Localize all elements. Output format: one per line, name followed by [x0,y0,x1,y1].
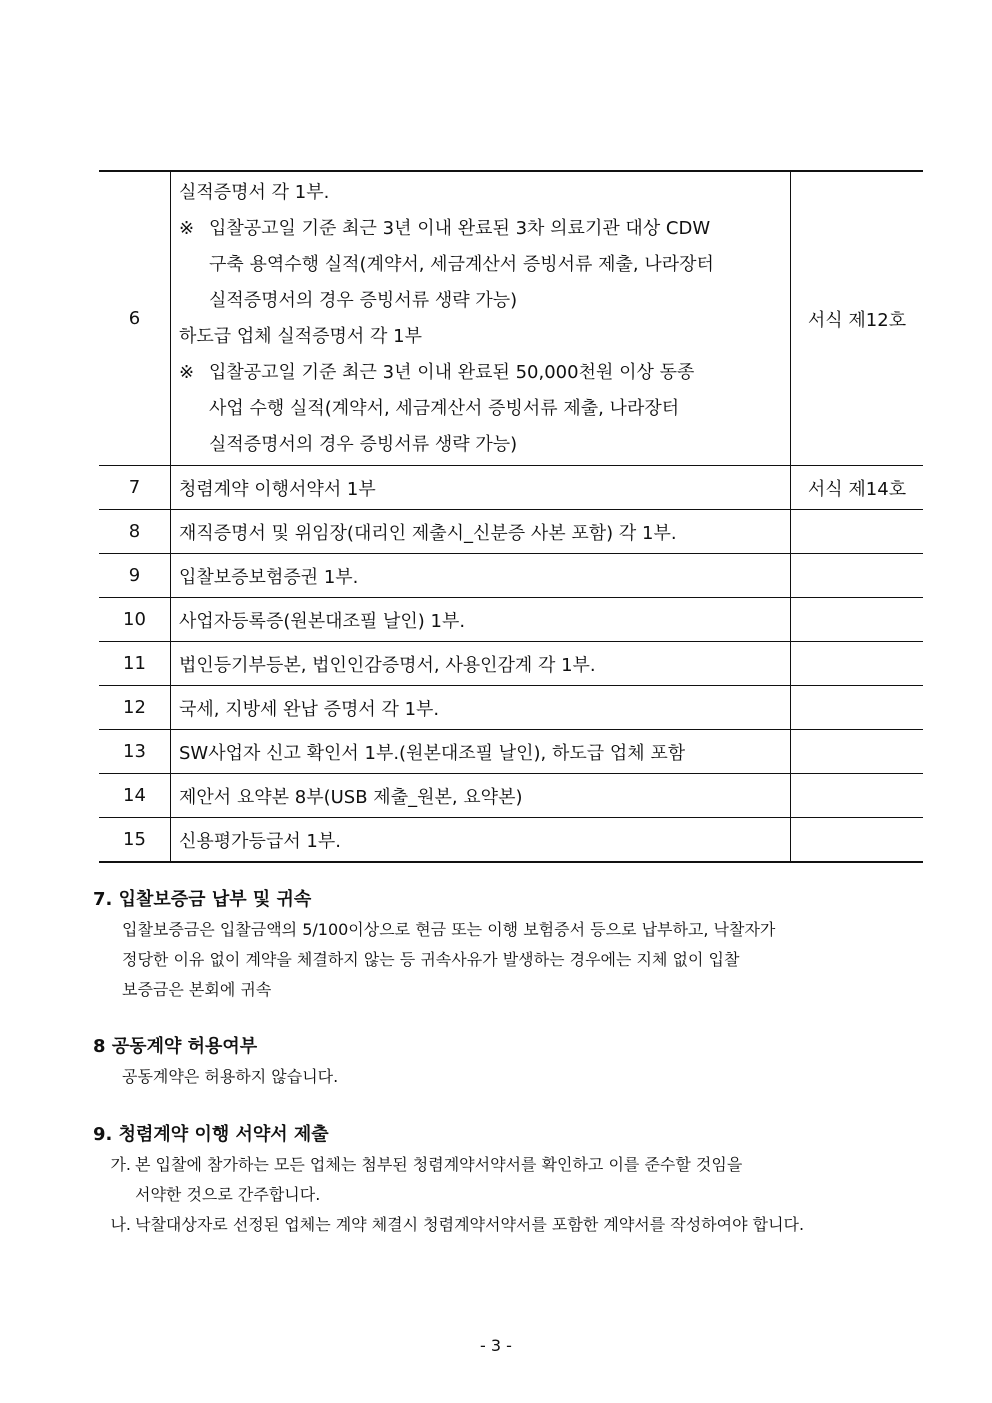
section-heading: 8 공동계약 허용여부 [93,1036,258,1057]
row-description: 재직증명서 및 위임장(대리인 제출시_신분증 사본 포함) 각 1부. [171,510,791,554]
table-row [99,642,923,686]
section-bid-deposit [93,885,903,1005]
reference-mark-icon: ※ [179,361,195,383]
row-form-ref: 서식 제12호 [791,171,924,466]
row-form-ref: 서식 제14호 [791,466,924,510]
list-item [93,1210,903,1240]
table-row [99,686,923,730]
note-text: 입찰공고일 기준 최근 3년 이내 완료된 50,000천원 이상 동종 [209,361,695,383]
note-line [179,355,782,391]
list-item-text: 낙찰대상자로 선정된 업체는 계약 체결시 청렴계약서약서를 포함한 계약서를 작성하여야 합니다. [135,1215,805,1234]
note-line: 사업 수행 실적(계약서, 세금계산서 증빙서류 제출, 나라장터 [209,397,680,419]
list-item [93,1150,903,1180]
row-form-ref [791,818,924,863]
row-description: SW사업자 신고 확인서 1부.(원본대조필 날인), 하도급 업체 포함 [171,730,791,774]
table-row [99,554,923,598]
row-description: 국세, 지방세 완납 증명서 각 1부. [171,686,791,730]
row-description: 법인등기부등본, 법인인감증명서, 사용인감계 각 1부. [171,642,791,686]
table-row [99,774,923,818]
note-line [179,211,782,247]
row-number: 6 [99,171,171,466]
section-integrity-pledge [93,1120,903,1240]
row-number: 10 [99,598,171,642]
list-item-continuation: 서약한 것으로 간주합니다. [135,1185,321,1204]
reference-mark-icon: ※ [179,217,195,239]
section-line: 공동계약은 허용하지 않습니다. [122,1067,339,1086]
desc-line: 하도급 업체 실적증명서 각 1부 [179,325,422,347]
row-form-ref [791,554,924,598]
note-line: 구축 용역수행 실적(계약서, 세금계산서 증빙서류 제출, 나라장터 [209,253,714,275]
row-description [171,171,791,466]
row-description: 청렴계약 이행서약서 1부 [171,466,791,510]
desc-line: 실적증명서 각 1부. [179,181,330,203]
row-number: 8 [99,510,171,554]
section-line: 정당한 이유 없이 계약을 체결하지 않는 등 귀속사유가 발생하는 경우에는 지체 없이 입찰 [122,950,740,969]
submission-documents-table [99,170,923,863]
table-row [99,171,923,466]
row-form-ref [791,686,924,730]
section-joint-contract [93,1032,903,1092]
table-row [99,730,923,774]
row-form-ref [791,598,924,642]
note-line: 실적증명서의 경우 증빙서류 생략 가능) [209,289,518,311]
row-number: 12 [99,686,171,730]
row-description: 사업자등록증(원본대조필 날인) 1부. [171,598,791,642]
row-number: 14 [99,774,171,818]
row-number: 13 [99,730,171,774]
page-number: - 3 - [480,1336,512,1355]
table-row [99,510,923,554]
row-form-ref [791,642,924,686]
row-number: 9 [99,554,171,598]
row-number: 15 [99,818,171,863]
list-item-marker: 가. [110,1155,131,1174]
row-form-ref [791,774,924,818]
list-item-marker: 나. [110,1215,131,1234]
table-row [99,818,923,863]
table-row [99,466,923,510]
row-number: 11 [99,642,171,686]
row-number: 7 [99,466,171,510]
table-row [99,598,923,642]
section-line: 입찰보증금은 입찰금액의 5/100이상으로 현금 또는 이행 보험증서 등으로 납부하고, 낙찰자가 [122,920,776,939]
section-line: 보증금은 본회에 귀속 [122,980,272,999]
row-form-ref [791,730,924,774]
section-heading: 9. 청렴계약 이행 서약서 제출 [93,1124,329,1145]
list-item-text: 본 입찰에 참가하는 모든 업체는 첨부된 청렴계약서약서를 확인하고 이를 준수할 것임을 [135,1155,743,1174]
row-description: 제안서 요약본 8부(USB 제출_원본, 요약본) [171,774,791,818]
note-line: 실적증명서의 경우 증빙서류 생략 가능) [209,433,518,455]
section-heading: 7. 입찰보증금 납부 및 귀속 [93,889,312,910]
row-description: 신용평가등급서 1부. [171,818,791,863]
row-form-ref [791,510,924,554]
note-text: 입찰공고일 기준 최근 3년 이내 완료된 3차 의료기관 대상 CDW [209,217,711,239]
row-description: 입찰보증보험증권 1부. [171,554,791,598]
